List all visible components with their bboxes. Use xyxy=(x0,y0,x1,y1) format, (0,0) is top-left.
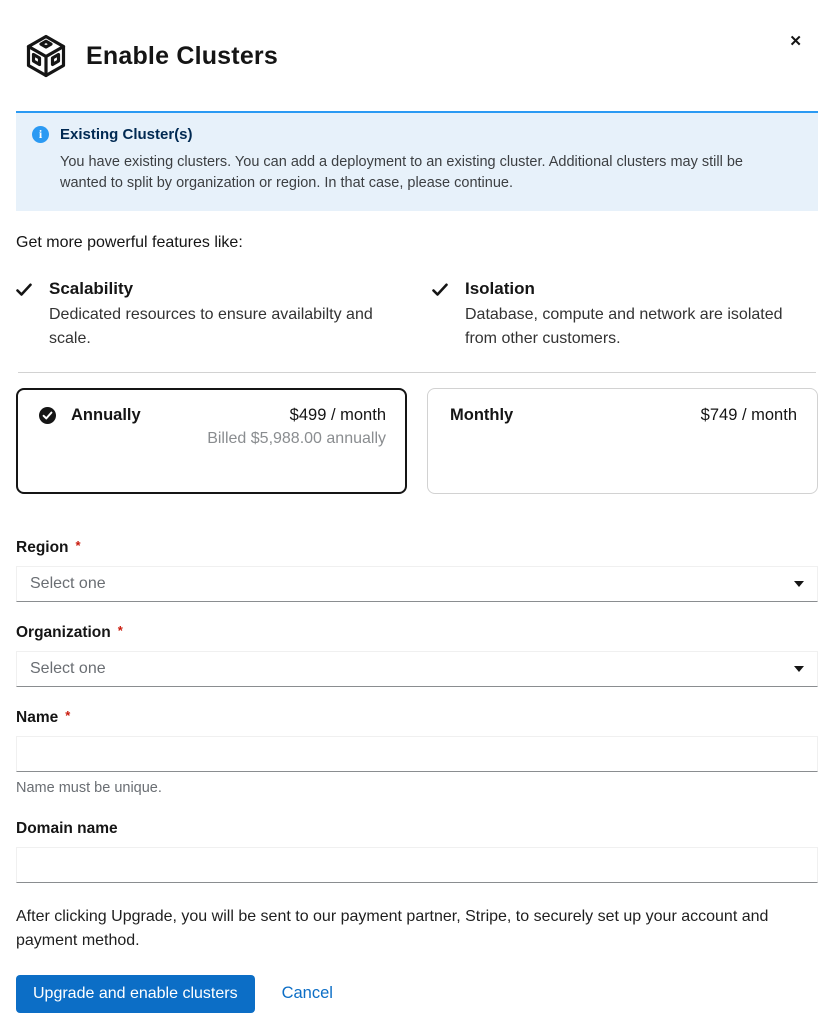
name-helper-text: Name must be unique. xyxy=(16,779,162,796)
caret-down-icon xyxy=(794,666,804,672)
domain-form-group xyxy=(16,820,818,883)
page-title: Enable Clusters xyxy=(86,41,278,70)
organization-form-group xyxy=(16,623,818,687)
caret-down-icon xyxy=(794,581,804,587)
info-alert xyxy=(16,111,818,211)
feature-scalability xyxy=(16,279,402,351)
plan-billing-note: Billed $5,988.00 annually xyxy=(207,429,386,447)
domain-label: Domain name xyxy=(16,819,118,837)
region-form-group xyxy=(16,538,818,602)
divider xyxy=(18,372,816,373)
close-icon[interactable]: ✕ xyxy=(785,30,806,53)
plan-name: Annually xyxy=(71,405,141,424)
alert-description: You have existing clusters. You can add a deployment to an existing cluster. Additional clusters may still be wanted to split by organization or region. In that case, please continue. xyxy=(60,153,743,191)
payment-note: After clicking Upgrade, you will be sent to our payment partner, Stripe, to securely set up your account and payment method. xyxy=(16,907,769,949)
check-icon xyxy=(16,283,32,297)
region-label: Region * xyxy=(16,537,81,556)
plan-card-monthly[interactable] xyxy=(427,388,818,494)
feature-description: Database, compute and network are isolated from other customers. xyxy=(465,305,783,347)
feature-title: Scalability xyxy=(49,278,134,298)
intro-text: Get more powerful features like: xyxy=(16,233,243,251)
organization-label: Organization * xyxy=(16,622,123,641)
cluster-cube-icon xyxy=(24,34,68,78)
name-form-group xyxy=(16,708,818,796)
region-select-value: Select one xyxy=(30,574,106,592)
organization-select[interactable] xyxy=(16,651,818,687)
organization-select-value: Select one xyxy=(30,659,106,677)
plan-selector xyxy=(16,388,818,494)
name-label: Name * xyxy=(16,707,71,726)
plan-price: $749 / month xyxy=(700,405,797,424)
plan-name: Monthly xyxy=(450,405,514,424)
plan-billing-note xyxy=(450,430,797,449)
required-indicator: * xyxy=(117,622,123,638)
check-circle-icon xyxy=(39,407,56,424)
feature-description: Dedicated resources to ensure availabilty and scale. xyxy=(49,305,373,347)
plan-card-annually[interactable] xyxy=(16,388,407,494)
upgrade-button[interactable]: Upgrade and enable clusters xyxy=(16,975,255,1013)
cancel-button[interactable]: Cancel xyxy=(281,984,333,1002)
check-icon xyxy=(432,283,448,297)
region-select[interactable] xyxy=(16,566,818,602)
name-field[interactable] xyxy=(16,736,818,772)
plan-price: $499 / month xyxy=(289,405,386,424)
modal-actions xyxy=(16,975,818,1013)
alert-title: Existing Cluster(s) xyxy=(60,125,193,143)
feature-isolation xyxy=(432,279,818,351)
required-indicator: * xyxy=(65,707,71,723)
info-icon: i xyxy=(32,126,49,143)
feature-list xyxy=(16,279,818,351)
feature-title: Isolation xyxy=(465,278,535,298)
required-indicator: * xyxy=(75,537,81,553)
modal-header xyxy=(16,0,818,88)
domain-name-field[interactable] xyxy=(16,847,818,883)
